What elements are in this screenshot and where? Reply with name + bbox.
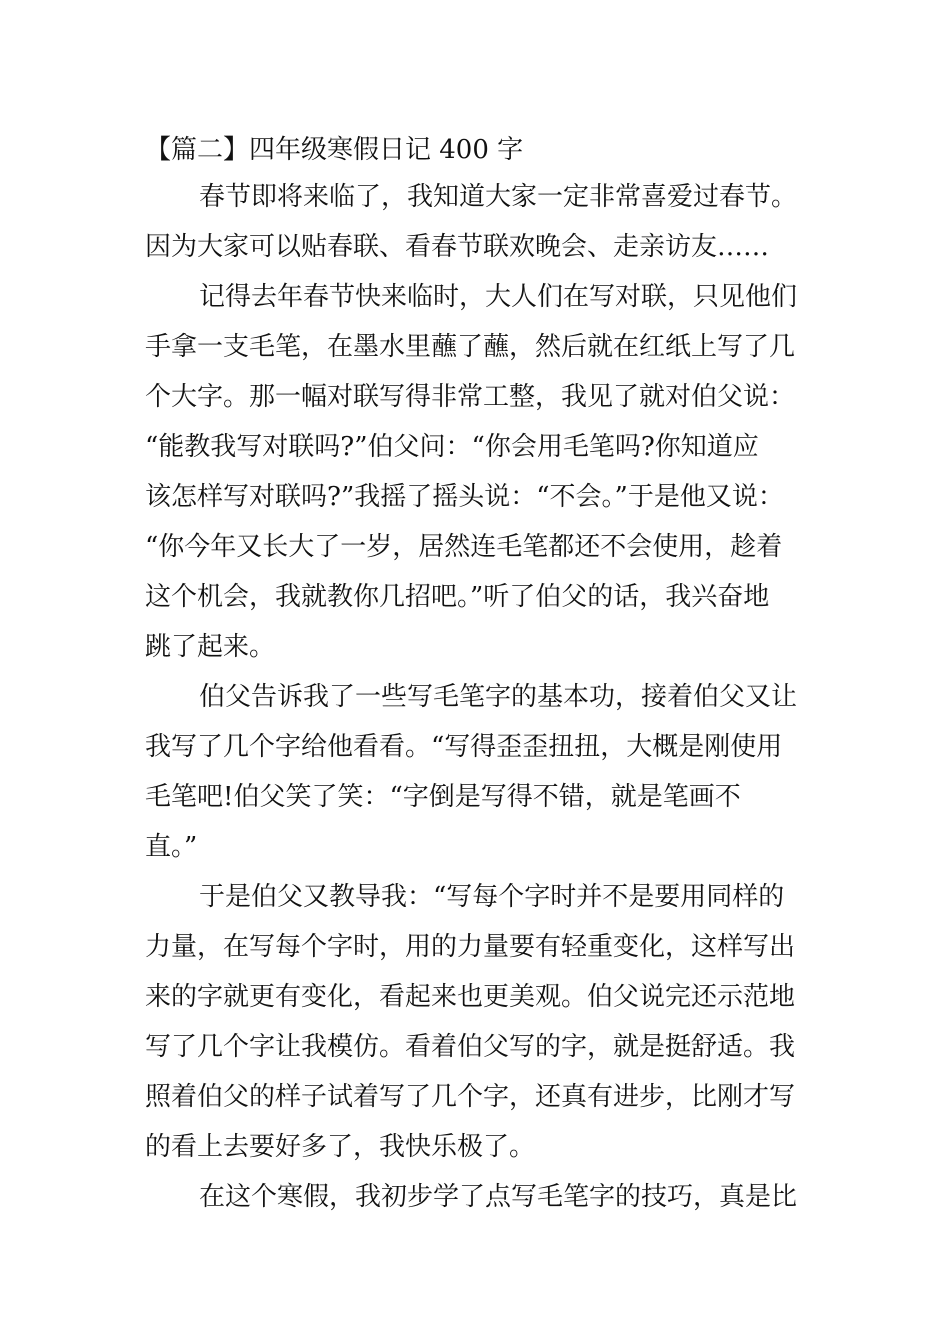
paragraph-line: 该怎样写对联吗?”我摇了摇头说：“不会。”于是他又说：	[145, 482, 784, 512]
paragraph-3	[145, 672, 825, 872]
paragraph-line: 的看上去要好多了，我快乐极了。	[145, 1132, 536, 1162]
paragraph-line: 跳了起来。	[145, 632, 276, 662]
article-title: 【篇二】四年级寒假日记 400 字	[145, 135, 524, 165]
paragraph-1	[145, 172, 825, 272]
paragraph-line: 力量，在写每个字时，用的力量要有轻重变化，这样写出	[145, 932, 796, 962]
paragraph-line: 我写了几个字给他看看。“写得歪歪扭扭，大概是刚使用	[145, 732, 783, 762]
paragraph-line: 来的字就更有变化，看起来也更美观。伯父说完还示范地	[145, 982, 796, 1012]
paragraph-line: 因为大家可以贴春联、看春节联欢晚会、走亲访友……	[145, 232, 770, 262]
paragraph-line: “能教我写对联吗?”伯父问：“你会用毛笔吗?你知道应	[145, 432, 759, 462]
paragraph-line: 这个机会，我就教你几招吧。”听了伯父的话，我兴奋地	[145, 582, 770, 612]
paragraph-4	[145, 872, 825, 1172]
paragraph-line: 写了几个字让我模仿。看着伯父写的字，就是挺舒适。我	[145, 1032, 796, 1062]
article-body	[145, 128, 825, 1222]
paragraph-5	[145, 1172, 825, 1222]
paragraph-line: 照着伯父的样子试着写了几个字，还真有进步，比刚才写	[145, 1082, 796, 1112]
paragraph-line: 伯父告诉我了一些写毛笔字的基本功，接着伯父又让	[199, 682, 798, 712]
paragraph-line: 于是伯父又教导我：“写每个字时并不是要用同样的	[199, 882, 785, 912]
paragraph-line: “你今年又长大了一岁，居然连毛笔都还不会使用，趁着	[145, 532, 783, 562]
paragraph-line: 手拿一支毛笔，在墨水里蘸了蘸，然后就在红纸上写了几	[145, 332, 796, 362]
paragraph-line: 直。”	[145, 832, 198, 862]
paragraph-line: 毛笔吧!伯父笑了笑：“字倒是写得不错，就是笔画不	[145, 782, 741, 812]
paragraph-line: 在这个寒假，我初步学了点写毛笔字的技巧，真是比	[199, 1182, 798, 1212]
paragraph-line: 春节即将来临了，我知道大家一定非常喜爱过春节。	[199, 182, 798, 212]
paragraph-2	[145, 272, 825, 672]
paragraph-line: 个大字。那一幅对联写得非常工整，我见了就对伯父说：	[145, 382, 796, 412]
paragraph-line: 记得去年春节快来临时，大人们在写对联，只见他们	[199, 282, 798, 312]
